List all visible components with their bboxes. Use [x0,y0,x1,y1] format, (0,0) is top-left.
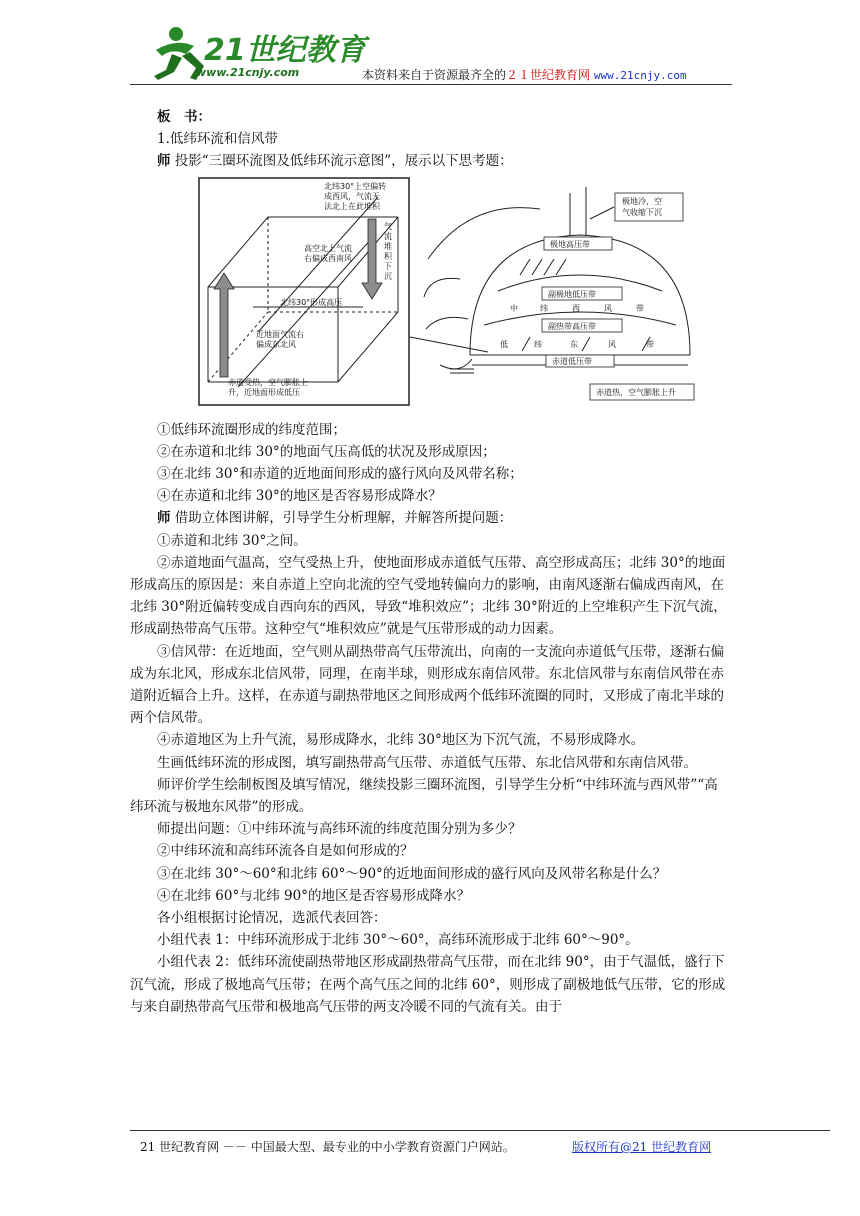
label-trades-4: 风 [608,339,616,349]
label-trades-2: 纬 [534,339,542,349]
label-westerlies-2: 纬 [540,303,548,313]
label-polar-note-2: 气收缩下沉 [622,207,662,217]
label-westerlies-4: 风 [604,303,612,313]
label-lower-wind-2: 偏成东北风 [256,339,296,349]
question-2: ②在赤道和北纬 30°的地面气压高低的状况及形成原因； [157,443,496,460]
header-tagline [362,66,687,83]
teacher-ask: 师提出问题：①中纬环流与高纬环流的纬度范围分别为多少？ [157,821,522,838]
question-1: ①低纬环流圈形成的纬度范围； [157,421,346,438]
label-subtropical-high: 副热带高压带 [548,321,596,331]
label-equator-note: 赤道热，空气膨胀上升 [596,387,676,397]
explain-line [130,507,730,529]
teacher-evaluate: 师评价学生绘制板图及填写情况，继续投影三圈环流图，引导学生分析“中纬环流与西风带”“高纬环流与极地东风带”的形成。 [130,776,718,816]
circulation-figure [130,177,730,413]
label-high-pressure: 北纬30°形成高压 [280,297,343,307]
logo-url: www.21cnjy.com [196,66,300,79]
label-down-2: 流 [384,231,392,241]
label-bottom-note-2: 升，近地面形成低压 [228,387,300,397]
section-title: 1.低纬环流和信风带 [157,131,278,148]
label-polar-note-1: 极地冷，空 [622,196,662,206]
label-lower-wind-1: 近地面气流右 [256,329,304,339]
tagline-prefix: 本资料来自于资源最齐全的 [362,68,507,82]
label-upper-wind-2: 右偏成西南风 [304,253,352,263]
label-westerlies-3: 西 [572,303,580,313]
label-bottom-note-1: 赤道受热，空气膨胀上 [228,377,308,387]
label-trades-3: 东 [570,339,578,349]
ask-3: ③在北纬 30°～60°和北纬 60°～90°的近地面间形成的盛行风向及风带名称是什么？ [157,865,667,882]
group-answer-1: 小组代表 1：中纬环流形成于北纬 30°～60°，高纬环流形成于北纬 60°～90°。 [157,932,639,949]
label-top-note-2: 成西风，气流无 [324,191,380,201]
label-upper-wind-1: 高空北上气流 [304,243,352,253]
label-down-5: 下 [384,261,392,271]
site-logo[interactable] [136,20,366,84]
header-divider [130,84,732,85]
teacher-label-2: 师 [157,510,171,527]
ask-2: ②中纬环流和高纬环流各自是如何形成的？ [157,843,414,860]
board-heading: 板 书： [157,109,211,125]
answer-4: ④赤道地区为上升气流，易形成降水，北纬 30°地区为下沉气流，不易形成降水。 [157,732,645,749]
teacher-label: 师 [157,153,171,170]
tagline-brand[interactable]: ２１世纪教育网 [506,68,591,82]
label-trades-1: 低 [500,339,508,349]
tagline-url[interactable]: www.21cnjy.com [593,69,687,82]
label-down-6: 沉 [384,271,392,281]
label-top-note-1: 北纬30°上空偏转 [324,181,387,191]
logo-text: 21世纪教育 [204,33,366,68]
ask-4: ④在北纬 60°与北纬 90°的地区是否容易形成降水？ [157,887,470,904]
label-subpolar-low: 副极地低压带 [548,289,596,299]
groups-intro: 各小组根据讨论情况，选派代表回答： [157,910,387,927]
answer-2: ②赤道地面气温高，空气受热上升，使地面形成赤道低气压带、高空形成高压；北纬 30°的地面形成高压的原因是：来自赤道上空向北流的空气受地转偏向力的影响，由南风逐渐右偏成西南风，在北纬 30°附近偏转变成自西向东的西风，导致“堆积效应”；北纬 30°附近的上空堆积产生下沉气流，形成副热带高气压带。这种空气“堆积效应”就是气压带形成的动力因素。 [130,554,727,638]
projection-line [130,150,730,172]
three-cell-circulation-diagram [410,179,700,407]
label-down-1: 气 [384,221,392,231]
low-latitude-circulation-diagram [198,177,410,407]
document-body [130,106,730,1018]
group-answer-2: 小组代表 2：低纬环流使副热带地区形成副热带高气压带，而在北纬 90°，由于气温低，盛行下沉气流，形成了极地高气压带；在两个高气压之间的北纬 60°，则形成了副极地低气压带，它的形成与来自副热带高气压带和极地高气压带的两支冷暖不同的气流有关。由于 [130,954,726,1015]
answer-3: ③信风带：在近地面，空气则从副热带高气压带流出，向南的一支流向赤道低气压带，逐渐右偏成为东北风，形成东北信风带，同理，在南半球，则形成东南信风带。东北信风带与东南信风带在赤道附近辐合上升。这样，在赤道与副热带地区之间形成两个低纬环流圈的同时，又形成了南北半球的两个信风带。 [130,643,724,727]
label-down-4: 积 [384,251,392,261]
student-draw: 生画低纬环流的形成图，填写副热带高气压带、赤道低气压带、东北信风带和东南信风带。 [157,754,697,771]
footer-text: 21 世纪教育网 －－ 中国最大型、最专业的中小学教育资源门户网站。 [140,1140,515,1154]
question-4: ④在赤道和北纬 30°的地区是否容易形成降水？ [157,488,442,505]
label-westerlies-5: 带 [636,303,644,313]
answer-1: ①赤道和北纬 30°之间。 [157,532,307,549]
label-westerlies-1: 中 [510,303,518,313]
question-3: ③在北纬 30°和赤道的近地面间形成的盛行风向及风带名称； [157,466,523,483]
explain-text: 借助立体图讲解，引导学生分析理解，并解答所提问题： [174,510,513,527]
label-down-3: 堆 [384,241,392,251]
footer-divider [130,1130,830,1131]
label-trades-5: 带 [646,339,654,349]
label-equator-low: 赤道低压带 [552,356,592,366]
projection-text: 投影“三圈环流图及低纬环流示意图”，展示以下思考题： [174,153,513,170]
footer-copyright-link[interactable]: 版权所有@21 世纪教育网 [572,1140,712,1154]
label-polar-high: 极地高压带 [550,239,590,249]
label-top-note-3: 法北上在此堆积 [324,201,380,211]
